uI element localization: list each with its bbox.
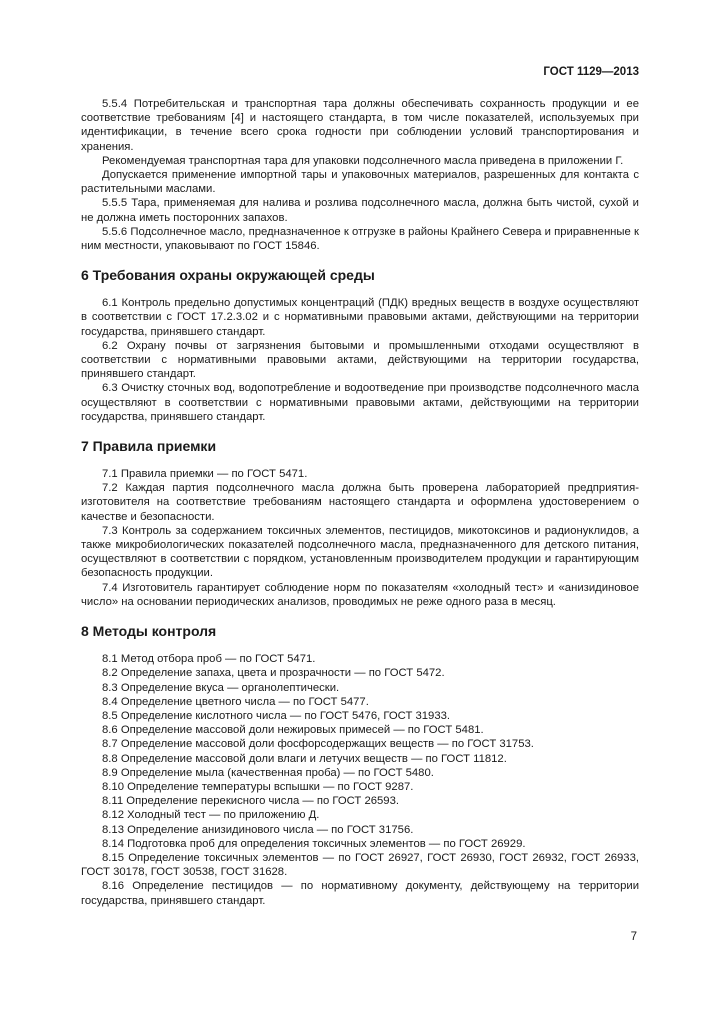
list-item: 8.5 Определение кислотного числа — по ГОСТ 5476, ГОСТ 31933. [102,709,451,722]
paragraph: 5.5.5 Тара, применяемая для налива и розлива подсолнечного масла, должна быть чистой, сухой и не должна иметь посторонних запахов. [81,197,639,224]
paragraph: 6.1 Контроль предельно допустимых концентраций (ПДК) вредных веществ в воздухе осуществляют в соответствии с ГОСТ 17.2.3.02 и с нормативными правовыми актами, действующими на территории государства, принявшего стандарт. [81,297,639,338]
list-item: 8.8 Определение массовой доли влаги и летучих веществ — по ГОСТ 11812. [102,752,507,765]
page-number: 7 [630,931,637,943]
paragraph: Допускается применение импортной тары и упаковочных материалов, разрешенных для контакта с растительными маслами. [81,169,639,196]
list-item: 8.16 Определение пестицидов — по нормативному документу, действующему на территории государства, принявшего стандарт. [81,880,639,907]
paragraph: 7.4 Изготовитель гарантирует соблюдение норм по показателям «холодный тест» и «анизидиновое число» на основании периодических анализов, проводимых не реже одного раза в месяц. [81,581,639,608]
list-item: 8.2 Определение запаха, цвета и прозрачности — по ГОСТ 5472. [102,667,445,680]
section-8-heading: 8 Методы контроля [81,623,217,640]
list-item: 8.6 Определение массовой доли нежировых примесей — по ГОСТ 5481. [102,724,484,737]
paragraph: 7.3 Контроль за содержанием токсичных элементов, пестицидов, микотоксинов и радионуклидов, а также микробиологических показателей подсолнечного масла, предназначенного для детского питания, осуществляют в соответствии с порядком, установленным производителем продукции и гарантирующим безопасность продукции. [81,524,639,580]
list-item: 8.13 Определение анизидинового числа — по ГОСТ 31756. [102,823,414,836]
section-8-list [81,652,639,908]
list-item: 8.12 Холодный тест — по приложению Д. [102,809,320,822]
list-item: 8.9 Определение мыла (качественная проба) — по ГОСТ 5480. [102,766,434,779]
list-item: 8.1 Метод отбора проб — по ГОСТ 5471. [102,653,316,666]
paragraph: 6.3 Очистку сточных вод, водопотребление и водоотведение при производстве подсолнечного масла осуществляют в соответствии с нормативными правовыми актами, действующими на территории государства, принявшего стандарт. [81,382,639,423]
paragraph: Рекомендуемая транспортная тара для упаковки подсолнечного масла приведена в приложении Г. [102,154,624,167]
list-item: 8.4 Определение цветного числа — по ГОСТ 5477. [102,695,369,708]
list-item: 8.11 Определение перекисного числа — по ГОСТ 26593. [102,795,400,808]
list-item: 8.14 Подготовка проб для определения токсичных элементов — по ГОСТ 26929. [102,837,526,850]
paragraph: 7.1 Правила приемки — по ГОСТ 5471. [102,468,308,481]
document-header: ГОСТ 1129—2013 [543,66,639,78]
list-item: 8.3 Определение вкуса — органолептически. [102,681,340,694]
section-6-body [81,296,639,424]
page-content [81,97,639,908]
paragraph: 6.2 Охрану почвы от загрязнения бытовыми и промышленными отходами осуществляют в соответствии с нормативными правовыми актами, действующими на территории государства, принявшего стандарт. [81,339,639,381]
section-6-heading: 6 Требования охраны окружающей среды [81,267,375,284]
list-item: 8.10 Определение температуры вспышки — по ГОСТ 9287. [102,780,414,793]
section-7-body [81,467,639,609]
paragraph: 5.5.6 Подсолнечное масло, предназначенное к отгрузке в районы Крайнего Севера и приравненные к ним местности, упаковывают по ГОСТ 15846. [81,225,639,253]
paragraph: 7.2 Каждая партия подсолнечного масла должна быть проверена лабораторией предприятия-изготовителя на соответствие требованиям настоящего стандарта и оформлена удостоверением о качестве и безопасности. [81,482,639,523]
list-item: 8.7 Определение массовой доли фосфорсодержащих веществ — по ГОСТ 31753. [102,738,534,751]
section-7-heading: 7 Правила приемки [81,438,217,455]
paragraph: 5.5.4 Потребительская и транспортная тара должны обеспечивать сохранность продукции и ее соответствие требованиям [4] и настоящего стандарта, в том числе показателей, используемых при идентификации, в течение всего срока годности при соблюдении условий транспортирования и хранения. [81,98,639,153]
section-5-continuation [81,97,639,253]
list-item: 8.15 Определение токсичных элементов — по ГОСТ 26927, ГОСТ 26930, ГОСТ 26932, ГОСТ 26933, ГОСТ 30178, ГОСТ 30538, ГОСТ 31628. [81,851,639,879]
